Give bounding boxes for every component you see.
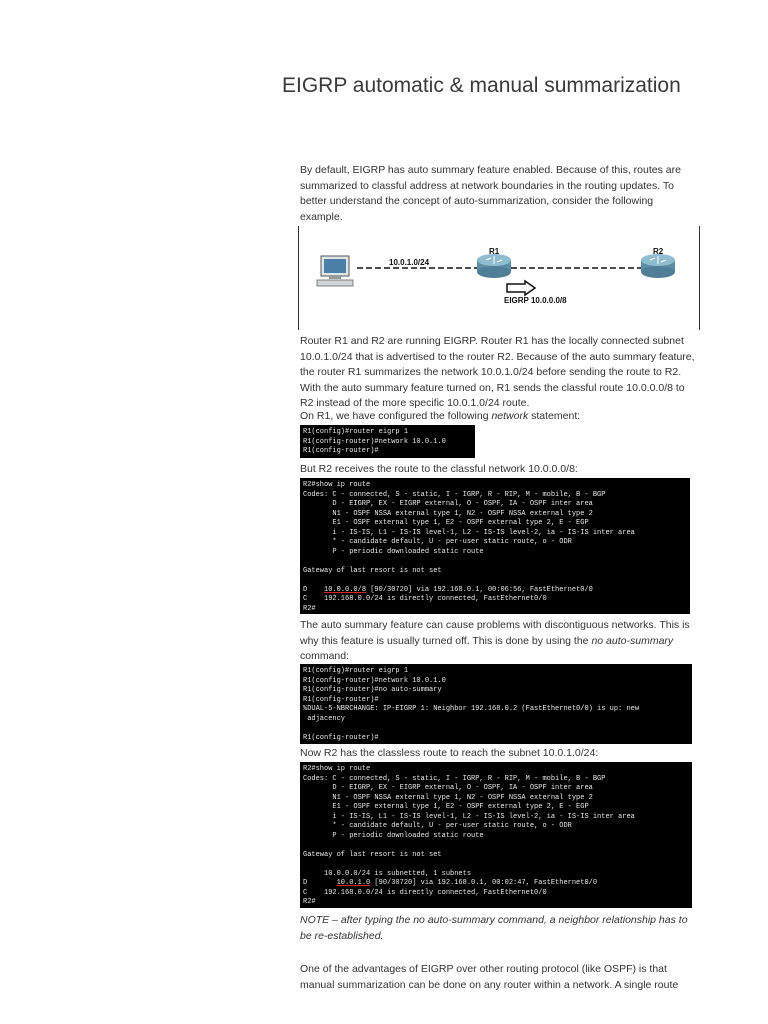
- route-subnet-line: D 10.0.1.0 [90/30720] via 192.168.0.1, 00:02:47, FastEthernet0/0: [303, 879, 598, 887]
- update-label: EIGRP 10.0.0.0/8: [504, 296, 567, 305]
- network-diagram-svg: [299, 226, 699, 330]
- r2-receives-paragraph: But R2 receives the route to the classful network 10.0.0.0/8:: [300, 463, 578, 475]
- r1-label: R1: [489, 247, 500, 256]
- update-arrow-icon: [507, 281, 535, 295]
- advantages-paragraph: One of the advantages of EIGRP over other routing protocol (like OSPF) is that manual summarization can be done on any router within a network. A single route: [300, 963, 679, 991]
- link-label: 10.0.1.0/24: [389, 258, 430, 267]
- terminal-r1-config: R1(config)#router eigrp 1 R1(config-router)#network 10.0.1.0 R1(config-router)#: [300, 425, 475, 458]
- terminal-r2-route-auto: R2#show ip route Codes: C - connected, S - static, I - IGRP, R - RIP, M - mobile, B - BGP D - EIGRP, EX - EIGRP external, O - OSPF, IA - OSPF inter area N1 - OSPF NSSA external type 1, N2 - OSPF NSSA external type 2 E1 - OSPF external type 1, E2 - OSPF external type 2, E - EGP i - IS-IS, L1 - IS-IS level-1, L2 - IS-IS level-2, ia - IS-IS inter area * - candidate default, U - per-user static route, o - ODR P - periodic downloaded static route Gateway of last resort is not set D 10.0.0.0/8 [90/30720] via 192.168.0.1, 00:06:56, FastEthernet0/0 C 192.168.0.0/24 is directly connected, FastEthernet0/0 R2#: [300, 478, 690, 614]
- intro-paragraph: By default, EIGRP has auto summary feature enabled. Because of this, routes are summarized to classful address at network boundaries in the routing updates. To better understand the concept of auto-summarization, consider the following example.: [300, 164, 681, 223]
- discontiguous-paragraph: The auto summary feature can cause problems with discontiguous networks. This is why this feature is usually turned off. This is done by using the no auto-summary command:: [300, 619, 690, 662]
- note-paragraph: NOTE – after typing the no auto-summary command, a neighbor relationship has to be re-established.: [300, 914, 688, 942]
- route-summary-line: D 10.0.0.0/8 [90/30720] via 192.168.0.1, 00:06:56, FastEthernet0/0: [303, 585, 593, 594]
- network-statement-paragraph: On R1, we have configured the following network statement:: [300, 410, 581, 422]
- pc-icon: [317, 256, 353, 286]
- router-r1-icon: [477, 254, 511, 278]
- router-r2-icon: [641, 254, 675, 278]
- explanation-paragraph: Router R1 and R2 are running EIGRP. Router R1 has the locally connected subnet 10.0.1.0/24 that is advertised to the router R2. Because of the auto summary feature, the router R1 summarizes the network 10.0.1.0/24 before sending the route to R2. With the auto summary feature turned on, R1 sends the classful route 10.0.0.0/8 to R2 instead of the more specific 10.0.1.0/24 route.: [300, 335, 695, 409]
- network-diagram: [298, 226, 700, 330]
- terminal-r1-no-auto-summary: R1(config)#router eigrp 1 R1(config-router)#network 10.0.1.0 R1(config-router)#no auto-summary R1(config-router)# %DUAL-5-NBRCHANGE: IP-EIGRP 1: Neighbor 192.168.0.2 (FastEthernet0/0) is up: new adjacency R1(config-router)#: [300, 664, 692, 744]
- terminal-r2-route-classless: R2#show ip route Codes: C - connected, S - static, I - IGRP, R - RIP, M - mobile, B - BGP D - EIGRP, EX - EIGRP external, O - OSPF, IA - OSPF inter area N1 - OSPF NSSA external type 1, N2 - OSPF NSSA external type 2 E1 - OSPF external type 1, E2 - OSPF external type 2, E - EGP i - IS-IS, L1 - IS-IS level-1, L2 - IS-IS level-2, ia - IS-IS inter area * - candidate default, U - per-user static route, o - ODR P - periodic downloaded static route Gateway of last resort is not set 10.0.0.0/24 is subnetted, 1 subnets D 10.0.1.0 [90/30720] via 192.168.0.1, 00:02:47, FastEthernet0/0 C 192.168.0.0/24 is directly connected, FastEthernet0/0 R2#: [300, 762, 692, 908]
- page-title: EIGRP automatic & manual summarization: [282, 74, 681, 97]
- r2-label: R2: [653, 247, 664, 256]
- classless-route-paragraph: Now R2 has the classless route to reach the subnet 10.0.1.0/24:: [300, 747, 599, 759]
